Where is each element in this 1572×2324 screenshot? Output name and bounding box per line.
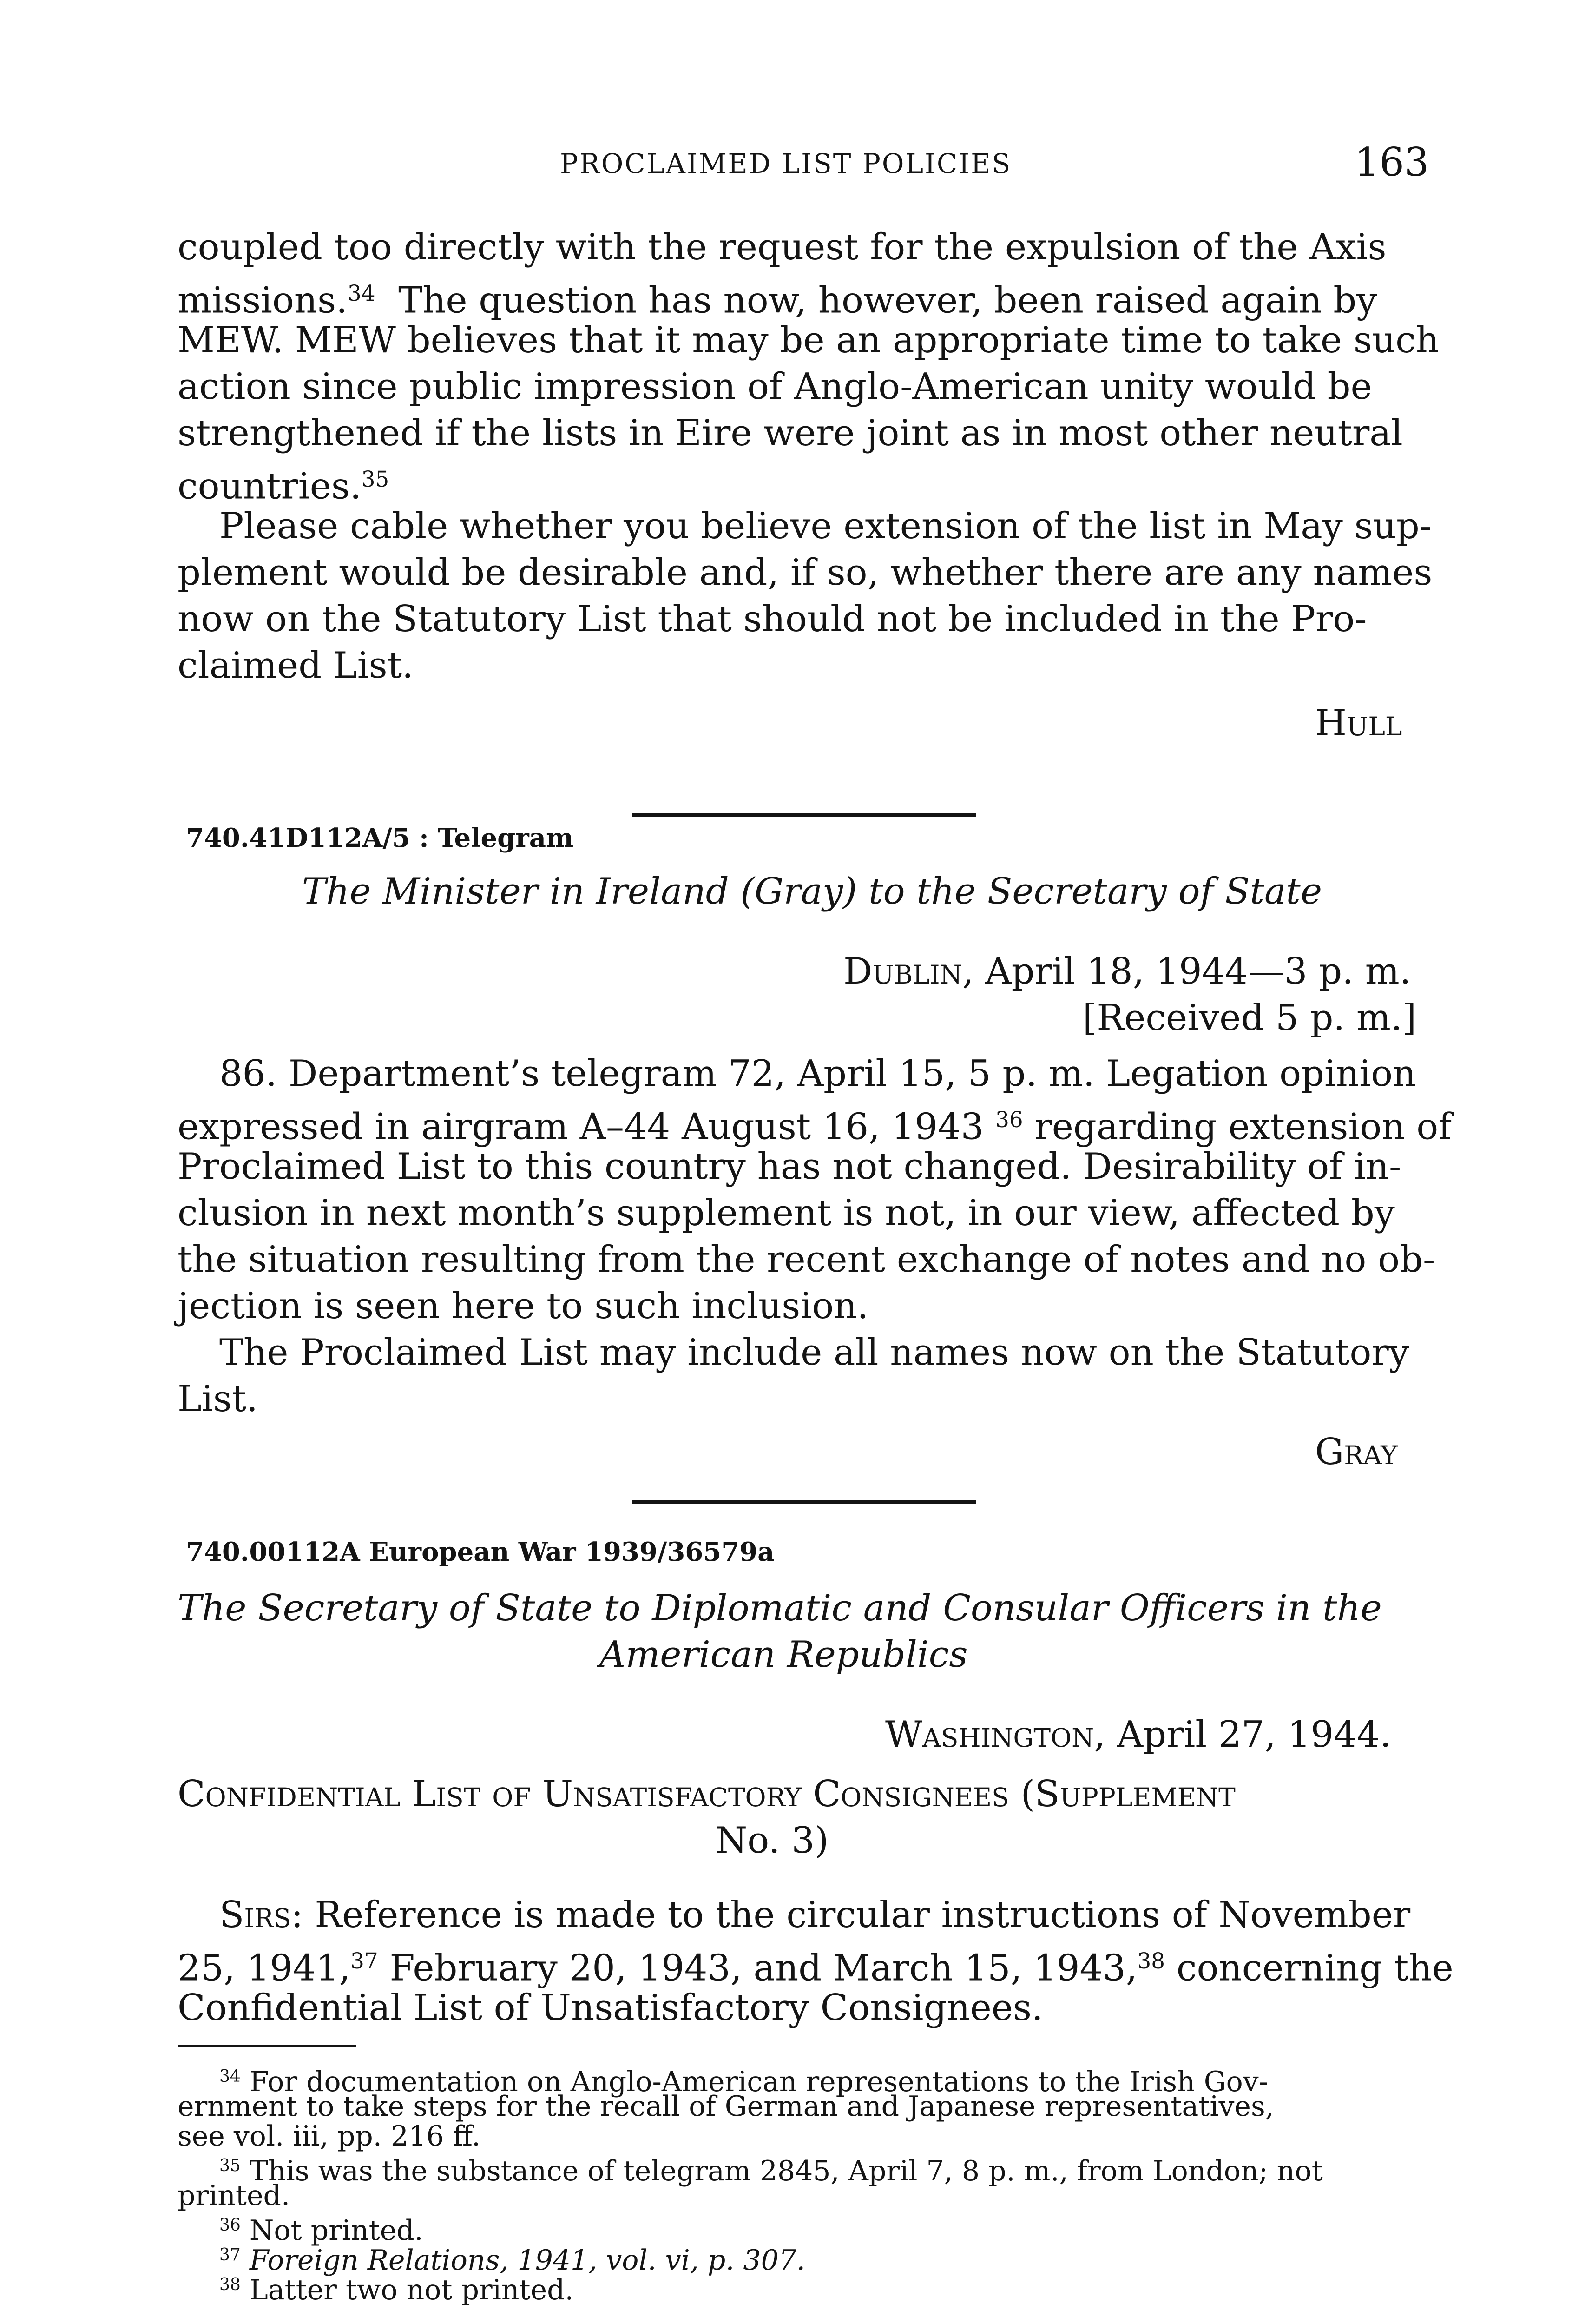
page-number: 163 bbox=[1355, 139, 1429, 185]
dateline bbox=[843, 948, 1411, 995]
body-text: expressed in airgram A–44 August 16, 1943 bbox=[178, 1106, 984, 1148]
date-text: , April 18, 1944—3 p. m. bbox=[962, 951, 1411, 992]
footnote bbox=[178, 2121, 480, 2151]
body-line: jection is seen here to such inclusion. bbox=[178, 1285, 869, 1327]
footnote-text: printed. bbox=[178, 2179, 290, 2212]
body-text: The question has now, however, been raised again by bbox=[398, 279, 1377, 322]
body-text: countries. bbox=[178, 465, 362, 508]
footnote-ref-37: 37 bbox=[350, 1949, 378, 1974]
body-line: claimed List. bbox=[178, 645, 414, 687]
footnote-ref-35: 35 bbox=[361, 467, 389, 492]
document-heading-line2: American Republics bbox=[599, 1634, 968, 1676]
body-line: Please cable whether you believe extension of the list in May sup- bbox=[219, 505, 1432, 547]
body-line: the situation resulting from the recent exchange of notes and no ob- bbox=[178, 1239, 1435, 1281]
body-line bbox=[178, 456, 389, 510]
footnote-ref-38: 38 bbox=[1137, 1949, 1165, 1974]
body-text: : Reference is made to the circular instructions of November bbox=[291, 1894, 1411, 1936]
footnote-divider bbox=[178, 2045, 356, 2047]
document-heading: The Secretary of State to Diplomatic and Consular Officers in the bbox=[178, 1587, 1382, 1629]
body-line: List. bbox=[178, 1378, 258, 1420]
body-line: action since public impression of Anglo-American unity would be bbox=[178, 366, 1372, 408]
date-text: , April 27, 1944. bbox=[1094, 1714, 1392, 1756]
footnote-text: Foreign Relations, 1941, vol. vi, p. 307. bbox=[249, 2244, 806, 2277]
file-reference: 740.00112A European War 1939/36579a bbox=[186, 1537, 775, 1567]
body-line bbox=[219, 1892, 1410, 1938]
salutation: Sirs bbox=[219, 1894, 291, 1936]
place-name: Dublin bbox=[843, 951, 962, 992]
footnote-text: Latter two not printed. bbox=[249, 2273, 574, 2306]
body-text: 25, 1941, bbox=[178, 1947, 351, 1989]
subject-title: Confidential List of Unsatisfactory Consignees (Supplement bbox=[178, 1773, 1236, 1815]
dateline bbox=[885, 1711, 1391, 1758]
document-heading: The Minister in Ireland (Gray) to the Secretary of State bbox=[302, 871, 1322, 912]
body-line: Confidential List of Unsatisfactory Consignees. bbox=[178, 1987, 1043, 2029]
footnote bbox=[178, 2092, 1274, 2121]
body-line bbox=[178, 1938, 1454, 1992]
file-reference: 740.41D112A/5 : Telegram bbox=[186, 823, 574, 853]
running-title: PROCLAIMED LIST POLICIES bbox=[560, 148, 1012, 179]
footnote-mark: 36 bbox=[219, 2216, 241, 2235]
received-note: [Received 5 p. m.] bbox=[1083, 997, 1417, 1039]
footnote bbox=[219, 2270, 574, 2305]
footnote-text: Not printed. bbox=[249, 2214, 423, 2247]
body-line: MEW. MEW believes that it may be an appropriate time to take such bbox=[178, 319, 1440, 361]
footnote-text: see vol. iii, pp. 216 ff. bbox=[178, 2120, 481, 2152]
body-line: The Proclaimed List may include all names now on the Statutory bbox=[219, 1332, 1409, 1373]
body-line: strengthened if the lists in Eire were joint as in most other neutral bbox=[178, 412, 1403, 454]
body-line: now on the Statutory List that should not be included in the Pro- bbox=[178, 598, 1367, 640]
body-text: February 20, 1943, and March 15, 1943, bbox=[378, 1947, 1138, 1989]
body-line bbox=[178, 1097, 1452, 1150]
body-line: Proclaimed List to this country has not changed. Desirability of in- bbox=[178, 1146, 1401, 1188]
body-line: coupled too directly with the request for the expulsion of the Axis bbox=[178, 226, 1387, 268]
place-name: Washington bbox=[885, 1714, 1094, 1756]
footnote-text: This was the substance of telegram 2845, April 7, 8 p. m., from London; not bbox=[249, 2154, 1323, 2187]
subject-title-line2: No. 3) bbox=[716, 1820, 829, 1862]
footnote-ref-36: 36 bbox=[995, 1108, 1023, 1133]
footnote-mark: 37 bbox=[219, 2245, 241, 2265]
body-text: regarding extension of bbox=[1034, 1106, 1452, 1148]
body-line: plement would be desirable and, if so, whether there are any names bbox=[178, 552, 1433, 594]
footnote-mark: 35 bbox=[219, 2156, 241, 2175]
footnote bbox=[178, 2181, 290, 2211]
footnote bbox=[219, 2151, 1323, 2186]
footnote-mark: 34 bbox=[219, 2067, 241, 2086]
section-divider bbox=[632, 1500, 976, 1504]
signature-hull: Hull bbox=[1315, 702, 1402, 744]
body-line: clusion in next month’s supplement is not, in our view, affected by bbox=[178, 1192, 1395, 1234]
footnote-text: For documentation on Anglo-American representations to the Irish Gov- bbox=[249, 2065, 1268, 2098]
signature-gray: Gray bbox=[1315, 1431, 1398, 1473]
body-text: concerning the bbox=[1165, 1947, 1454, 1989]
footnote-ref-34: 34 bbox=[347, 281, 375, 306]
section-divider bbox=[632, 813, 976, 817]
body-line bbox=[178, 271, 1377, 324]
body-line: 86. Department’s telegram 72, April 15, 5 p. m. Legation opinion bbox=[219, 1053, 1416, 1095]
body-text: missions. bbox=[178, 279, 348, 322]
footnote-mark: 38 bbox=[219, 2275, 241, 2294]
footnote-text: ernment to take steps for the recall of German and Japanese representatives, bbox=[178, 2090, 1274, 2123]
